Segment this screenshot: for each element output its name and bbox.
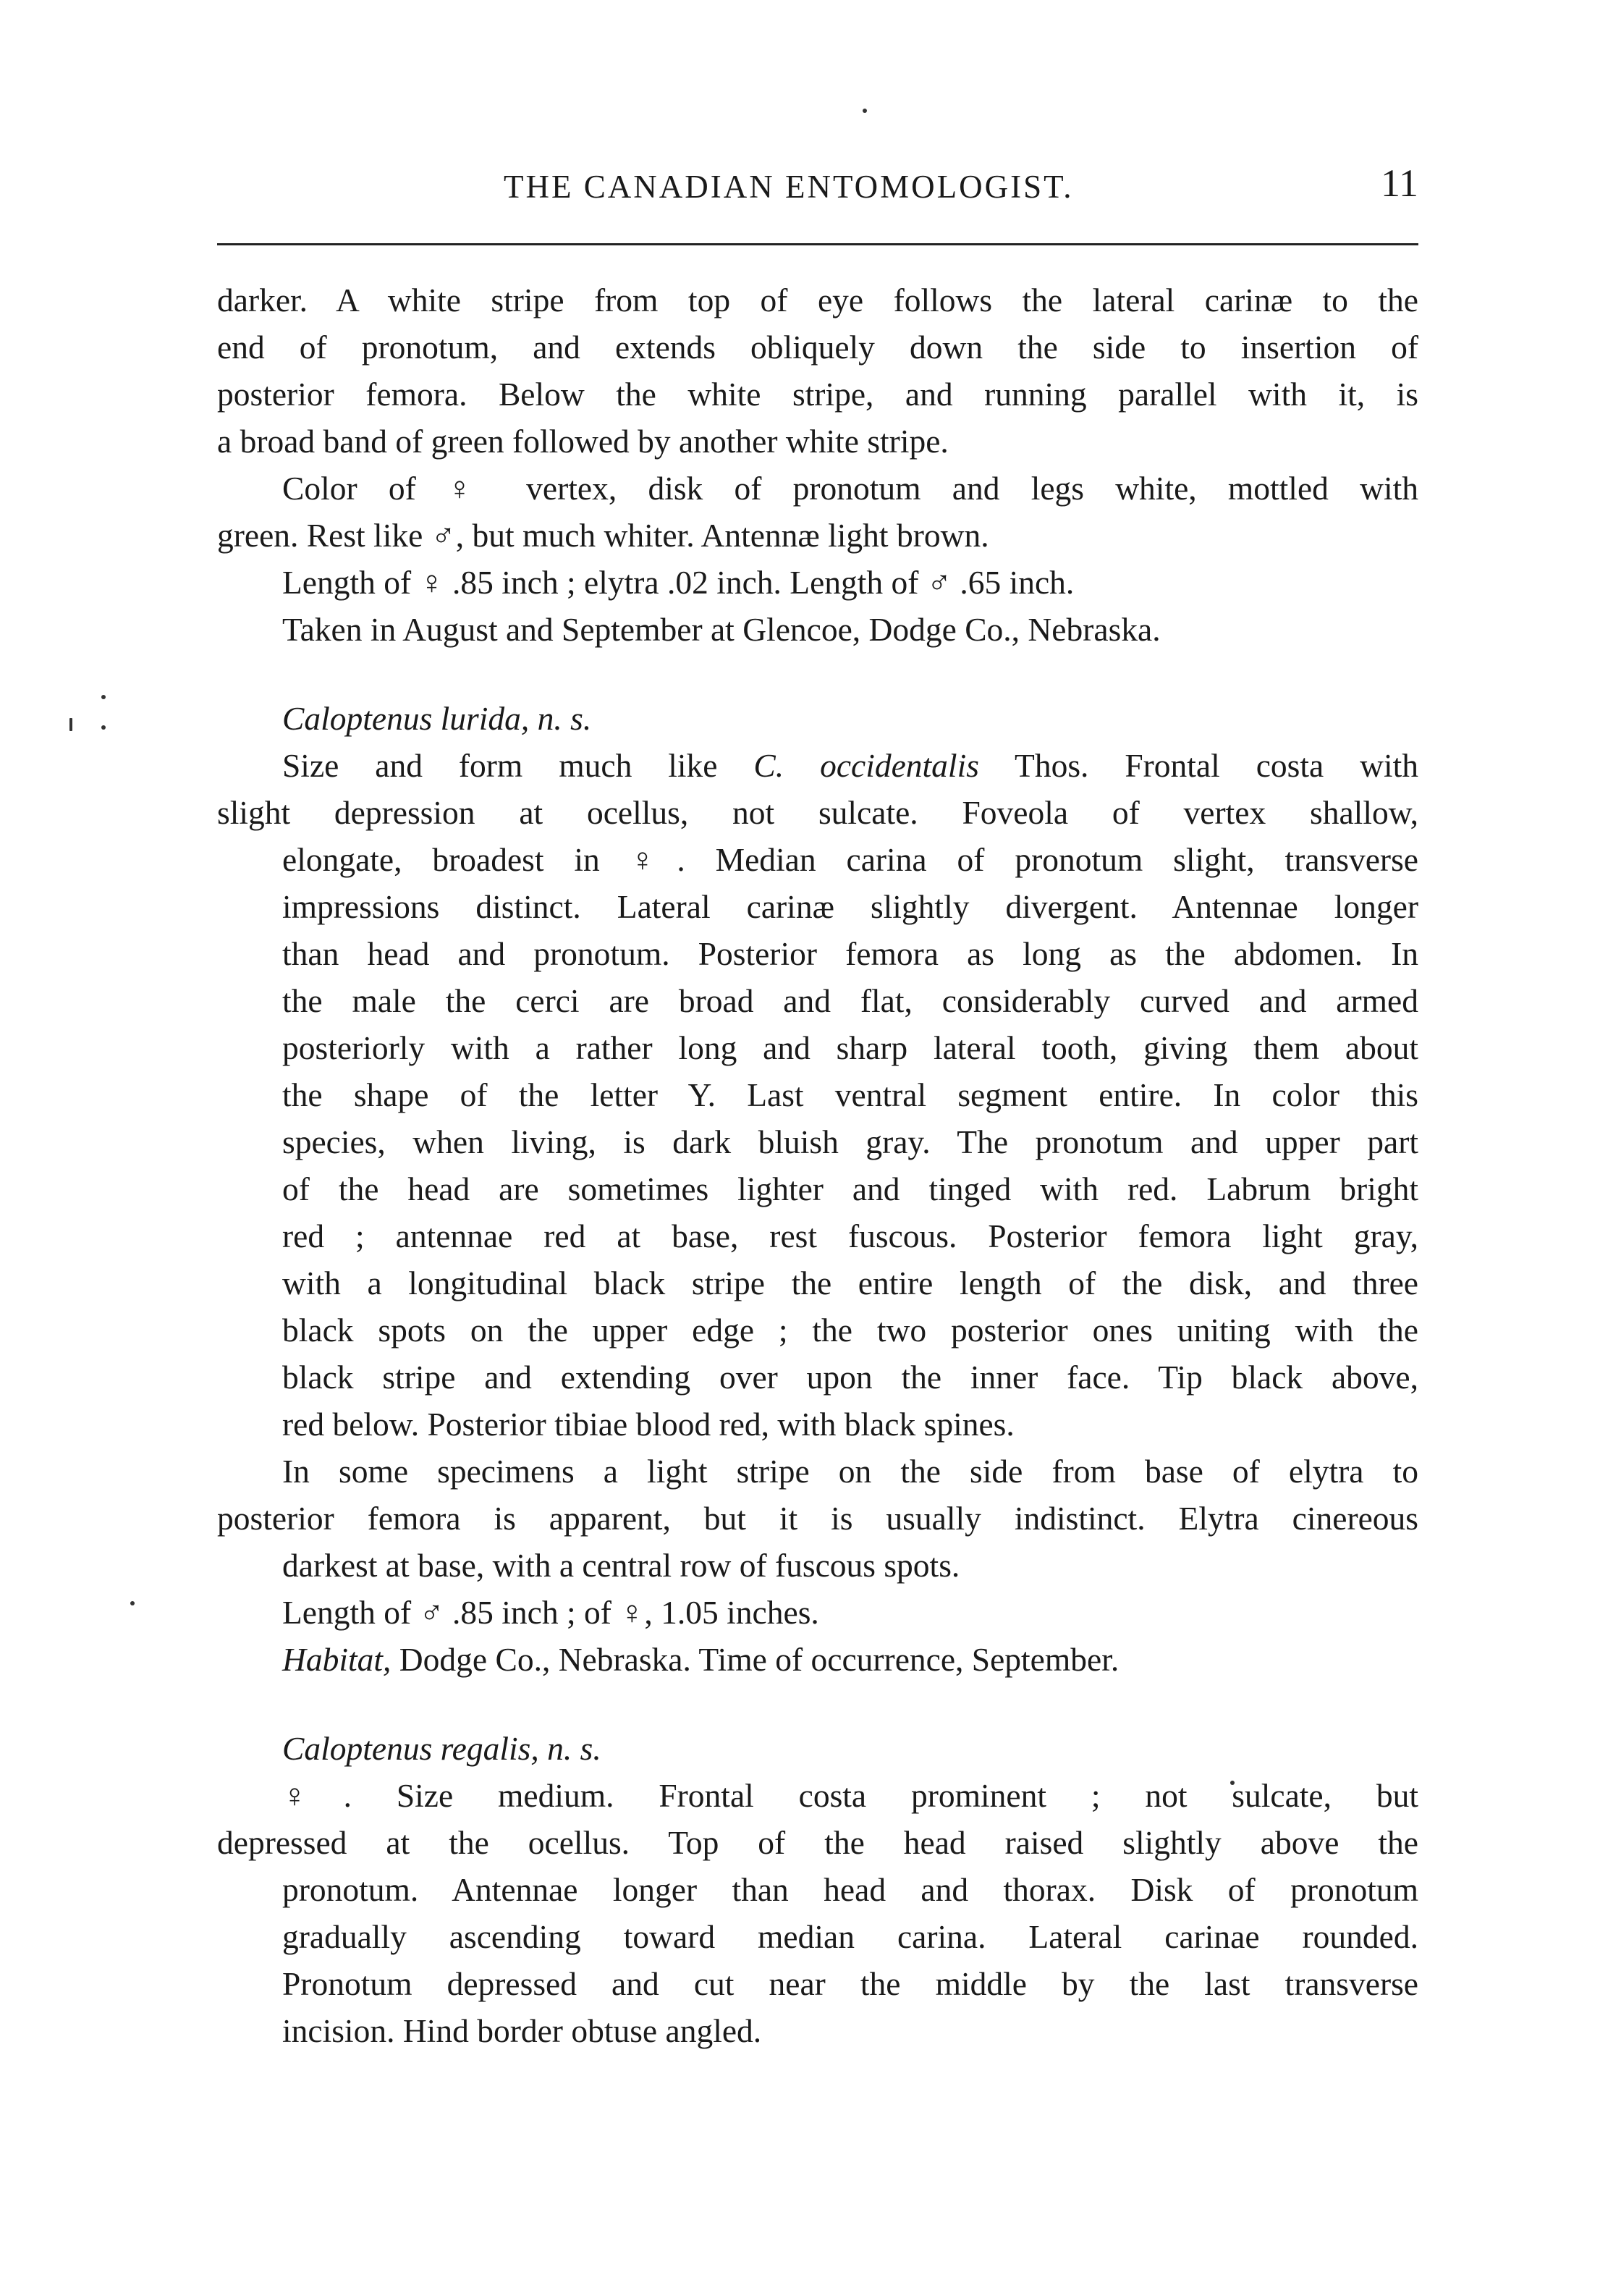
text-span: Thos. Frontal costa with <box>978 747 1418 784</box>
print-speck <box>69 718 72 731</box>
text-line: In some specimens a light stripe on the side from base of elytra to <box>282 1453 1418 1490</box>
section-gap <box>217 653 1418 695</box>
species-description-lurida <box>217 742 1418 1448</box>
text-line: black stripe and extending over upon the inner face. Tip black above, <box>282 1359 1418 1396</box>
species-heading-lurida: Caloptenus lurida, n. s. <box>282 700 592 737</box>
text-line: darker. A white stripe from top of eye follows the lateral carinæ to the <box>217 282 1418 318</box>
text-line: a broad band of green followed by another white stripe. <box>217 423 949 460</box>
paragraph-continued <box>217 277 1418 465</box>
variation-paragraph <box>217 1448 1418 1589</box>
text-line: with a longitudinal black stripe the entire length of the disk, and three <box>282 1265 1418 1301</box>
habitat-label: Habitat, <box>282 1641 392 1678</box>
text-line: species, when living, is dark bluish gray. The pronotum and upper part <box>282 1123 1418 1160</box>
locality-paragraph: Taken in August and September at Glencoe, Dodge Co., Nebraska. <box>282 611 1161 648</box>
text-line: incision. Hind border obtuse angled. <box>282 2012 762 2049</box>
text-line: the male the cerci are broad and flat, considerably curved and armed <box>282 982 1418 1019</box>
species-description-regalis <box>217 1772 1418 2054</box>
text-line: darkest at base, with a central row of fuscous spots. <box>282 1547 960 1584</box>
length-paragraph: Length of ♀ .85 inch ; elytra .02 inch. Length of ♂ .65 inch. <box>282 564 1075 601</box>
text-line: the shape of the letter Y. Last ventral segment entire. In color this <box>282 1076 1418 1113</box>
print-speck <box>101 695 106 699</box>
page-body <box>217 277 1418 2054</box>
text-line: posterior femora is apparent, but it is usually indistinct. Elytra cinereous <box>217 1500 1418 1537</box>
text-line: slight depression at ocellus, not sulcate. Foveola of vertex shallow, <box>217 794 1418 831</box>
text-line: pronotum. Antennae longer than head and thorax. Disk of pronotum <box>282 1871 1418 1908</box>
text-line: impressions distinct. Lateral carinæ slightly divergent. Antennae longer <box>282 888 1418 925</box>
species-reference: C. occidentalis <box>753 747 979 784</box>
text-line: red ; antennae red at base, rest fuscous. Posterior femora light gray, <box>282 1217 1418 1254</box>
text-line: red below. Posterior tibiae blood red, with black spines. <box>282 1406 1015 1443</box>
header-rule <box>217 243 1418 245</box>
text-line: elongate, broadest in ♀. Median carina of pronotum slight, transverse <box>282 841 1418 878</box>
text-line: black spots on the upper edge ; the two posterior ones uniting with the <box>282 1312 1418 1349</box>
text-line: ♀. Size medium. Frontal costa prominent ; not sulcate, but <box>282 1777 1418 1814</box>
text-line: end of pronotum, and extends obliquely down the side to insertion of <box>217 329 1418 366</box>
running-header <box>217 161 1418 219</box>
section-gap <box>217 1683 1418 1725</box>
running-title: THE CANADIAN ENTOMOLOGIST. <box>504 169 1074 205</box>
habitat-paragraph <box>217 1636 1418 1683</box>
text-line: depressed at the ocellus. Top of the head raised slightly above the <box>217 1824 1418 1861</box>
text-line: Color of ♀ vertex, disk of pronotum and legs white, mottled with <box>282 470 1418 507</box>
text-line: green. Rest like ♂, but much whiter. Antennæ light brown. <box>217 517 989 554</box>
text-line: than head and pronotum. Posterior femora as long as the abdomen. In <box>282 935 1418 972</box>
text-line <box>217 742 1418 789</box>
habitat-text: Dodge Co., Nebraska. Time of occurrence, September. <box>391 1641 1120 1678</box>
print-speck <box>101 725 106 730</box>
text-line: Pronotum depressed and cut near the middle by the last transverse <box>282 1965 1418 2002</box>
page-number: 11 <box>1381 161 1418 205</box>
female-coloration-paragraph <box>217 465 1418 559</box>
text-line: posteriorly with a rather long and sharp lateral tooth, giving them about <box>282 1029 1418 1066</box>
text-line: posterior femora. Below the white stripe, and running parallel with it, is <box>217 376 1418 413</box>
print-speck <box>863 109 867 113</box>
length-paragraph-lurida: Length of ♂ .85 inch ; of ♀, 1.05 inches. <box>282 1594 819 1631</box>
text-line: gradually ascending toward median carina. Lateral carinae rounded. <box>282 1918 1418 1955</box>
species-heading-regalis: Caloptenus regalis, n. s. <box>282 1730 601 1767</box>
text-line: of the head are sometimes lighter and tinged with red. Labrum bright <box>282 1170 1418 1207</box>
text-span: Size and form much like <box>282 747 754 784</box>
print-speck <box>130 1601 135 1605</box>
